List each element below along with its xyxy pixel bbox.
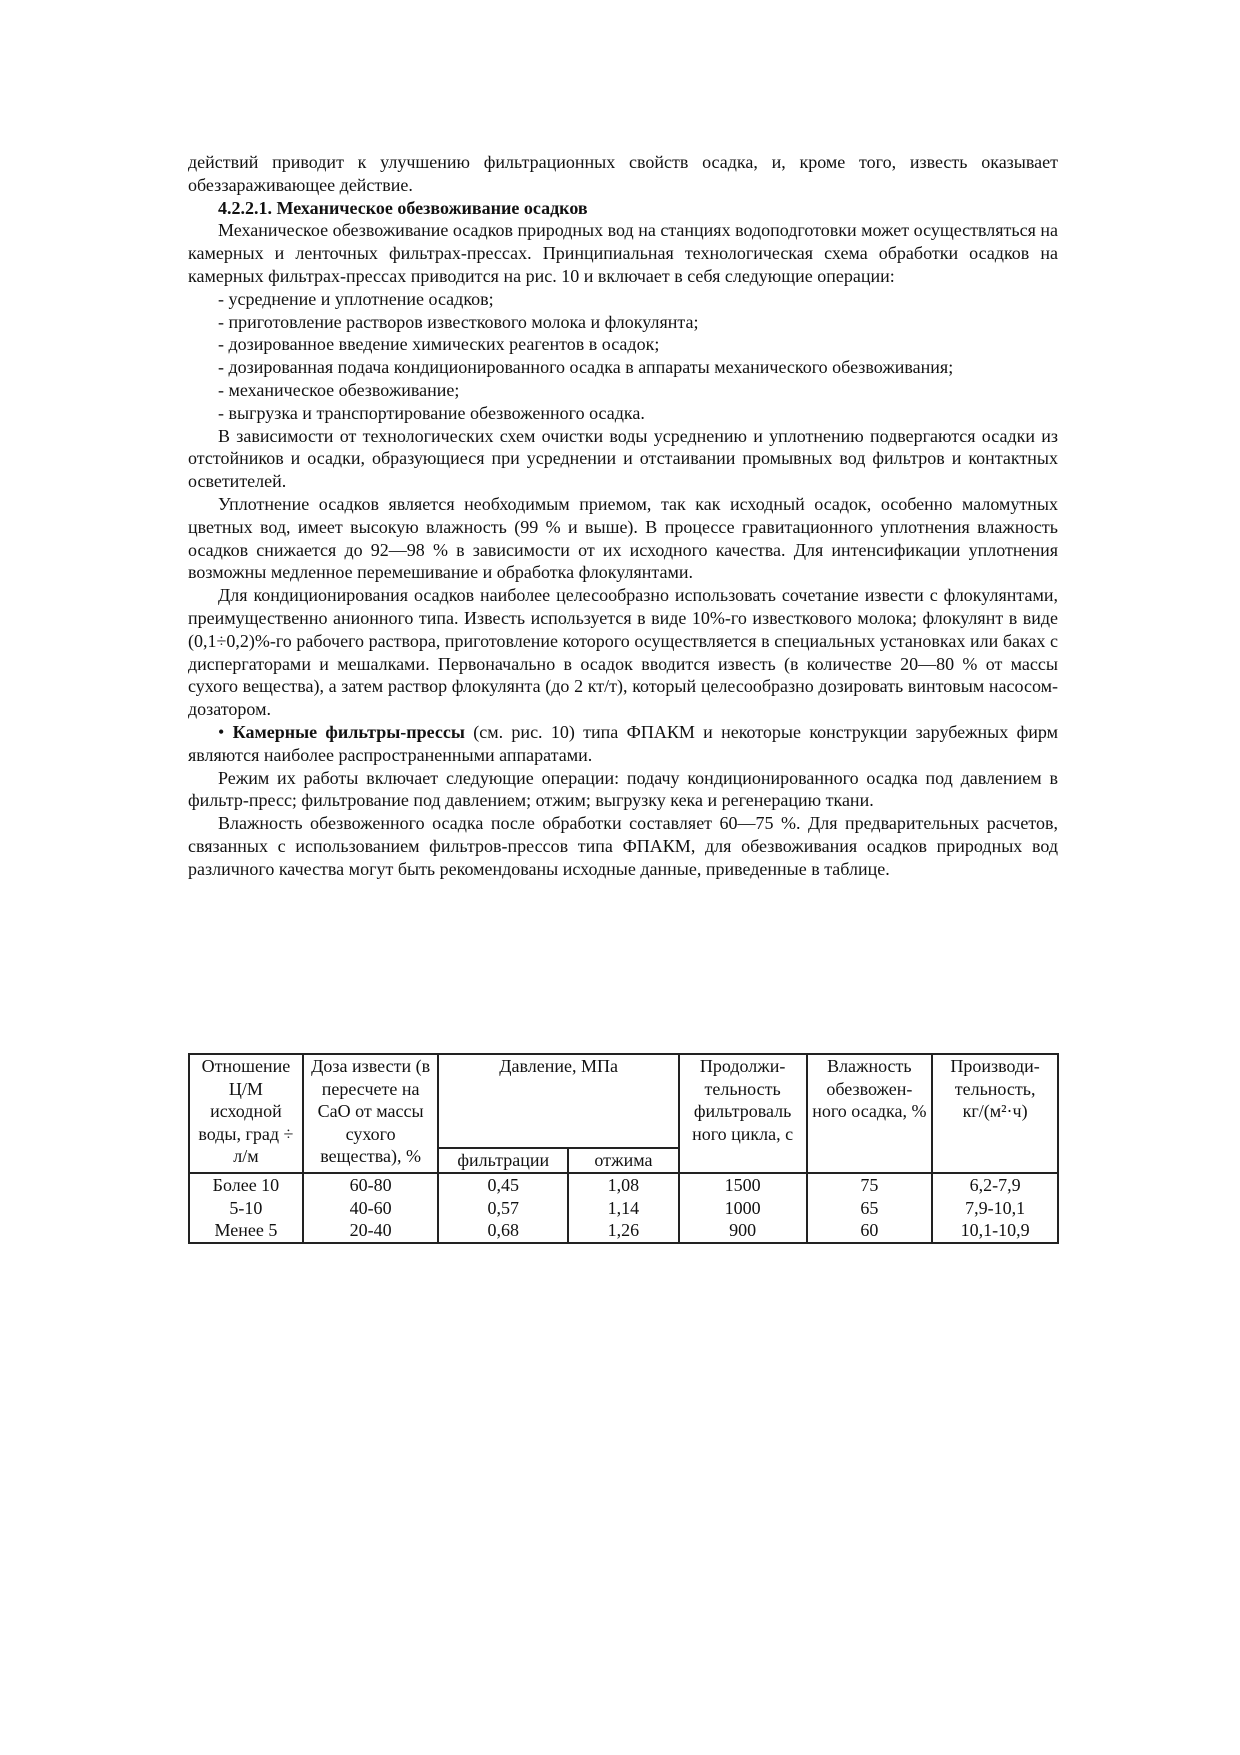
operation-item: - дозированное введение химических реагентов в осадок; <box>218 334 660 355</box>
cell-duration: 900 <box>679 1219 807 1243</box>
cell-pressure-squeeze: 1,14 <box>568 1197 679 1220</box>
cell-pressure-squeeze: 1,26 <box>568 1219 679 1243</box>
bullet-paragraph <box>188 721 1058 767</box>
bold-term: Камерные фильтры-прессы <box>232 721 465 742</box>
header-pressure: Давление, МПа <box>438 1054 678 1148</box>
cell-ratio: Менее 5 <box>189 1219 303 1243</box>
cell-productivity: 6,2-7,9 <box>932 1173 1058 1197</box>
intro-continuation: действий приводит к улучшению фильтрационных свойств осадка, и, кроме того, известь оказывает обеззараживающее действие. <box>188 152 1058 195</box>
cell-pressure-filtration: 0,68 <box>438 1219 568 1243</box>
cell-productivity: 10,1-10,9 <box>932 1219 1058 1243</box>
paragraph: В зависимости от технологических схем очистки воды усреднению и уплотнению подвергаются осадки из отстойников и осадки, образующиеся при усреднении и отстаивании промывных вод фильтров и контактных осветителей. <box>188 425 1058 492</box>
operation-item: - выгрузка и транспортирование обезвоженного осадка. <box>218 402 645 423</box>
bullet-text: (см. рис. 10) типа ФПАКМ и некоторые конструкции зарубежных фирм являются наиболее распространенными аппаратами. <box>188 721 1058 765</box>
header-moisture: Влажность обезвожен-ного осадка, % <box>807 1054 933 1173</box>
filter-press-table <box>188 1053 1059 1244</box>
cell-pressure-filtration: 0,45 <box>438 1173 568 1197</box>
cell-lime-dose: 60-80 <box>303 1173 439 1197</box>
header-ratio: Отношение Ц/М исходной воды, град ÷ л/м <box>189 1054 303 1173</box>
header-lime-dose: Доза извести (в пересчете на CaO от массы сухого вещества), % <box>303 1054 439 1173</box>
paragraph: Влажность обезвоженного осадка после обработки составляет 60—75 %. Для предварительных расчетов, связанных с использованием фильтров-прессов типа ФПАКМ, для обезвоживания осадков природных вод различного качества могут быть рекомендованы исходные данные, приведенные в таблице. <box>188 813 1058 879</box>
header-pressure-squeeze: отжима <box>568 1148 679 1173</box>
cell-moisture: 60 <box>807 1219 933 1243</box>
cell-moisture: 65 <box>807 1197 933 1220</box>
section-heading: 4.2.2.1. Механическое обезвоживание осадков <box>218 197 588 218</box>
cell-duration: 1500 <box>679 1173 807 1197</box>
operation-item: - дозированная подача кондиционированного осадка в аппараты механического обезвоживания; <box>218 357 954 378</box>
header-productivity: Производи-тельность, кг/(м²·ч) <box>932 1054 1058 1173</box>
bullet: • <box>218 721 225 742</box>
paragraph: Режим их работы включает следующие операции: подачу кондиционированного осадка под давлением в фильтр-пресс; фильтрование под давлением; отжим; выгрузку кека и регенерацию ткани. <box>188 767 1058 811</box>
table-row <box>189 1197 1058 1220</box>
operation-item: - механическое обезвоживание; <box>218 379 460 400</box>
cell-duration: 1000 <box>679 1197 807 1220</box>
header-pressure-filtration: фильтрации <box>438 1148 568 1173</box>
cell-productivity: 7,9-10,1 <box>932 1197 1058 1220</box>
cell-ratio: Более 10 <box>189 1173 303 1197</box>
cell-pressure-filtration: 0,57 <box>438 1197 568 1220</box>
header-duration: Продолжи-тельность фильтроваль ного цикла, с <box>679 1054 807 1173</box>
operation-item: - приготовление растворов известкового молока и флокулянта; <box>218 311 699 332</box>
table-row <box>189 1173 1058 1197</box>
table-row <box>189 1219 1058 1243</box>
cell-lime-dose: 20-40 <box>303 1219 439 1243</box>
document-body <box>188 151 1058 881</box>
paragraph: Для кондиционирования осадков наиболее целесообразно использовать сочетание извести с флокулянтами, преимущественно анионного типа. Известь используется в виде 10%-го известкового молока; флокулянт в виде (0,1÷0,2)%-го рабочего раствора, приготовление которого осуществляется в специальных установках или баках с диспергаторами и мешалками. Первоначально в осадок вводится известь (в количестве 20—80 % от массы сухого вещества), а затем раствор флокулянта (до 2 кт/т), который целесообразно дозировать винтовым насосом-дозатором. <box>188 585 1058 720</box>
cell-ratio: 5-10 <box>189 1197 303 1220</box>
cell-lime-dose: 40-60 <box>303 1197 439 1220</box>
cell-moisture: 75 <box>807 1173 933 1197</box>
cell-pressure-squeeze: 1,08 <box>568 1173 679 1197</box>
paragraph: Уплотнение осадков является необходимым приемом, так как исходный осадок, особенно маломутных цветных вод, имеет высокую влажность (99 % и выше). В процессе гравитационного уплотнения влажность осадков снижается до 92—98 % в зависимости от их исходного качества. Для интенсификации уплотнения возможны медленное перемешивание и обработка флокулянтами. <box>188 493 1058 583</box>
paragraph: Механическое обезвоживание осадков природных вод на станциях водоподготовки может осуществляться на камерных и ленточных фильтрах-прессах. Принципиальная технологическая схема обработки осадков на камерных фильтрах-прессах приводится на рис. 10 и включает в себя следующие операции: <box>188 220 1058 286</box>
operation-item: - усреднение и уплотнение осадков; <box>218 288 494 309</box>
